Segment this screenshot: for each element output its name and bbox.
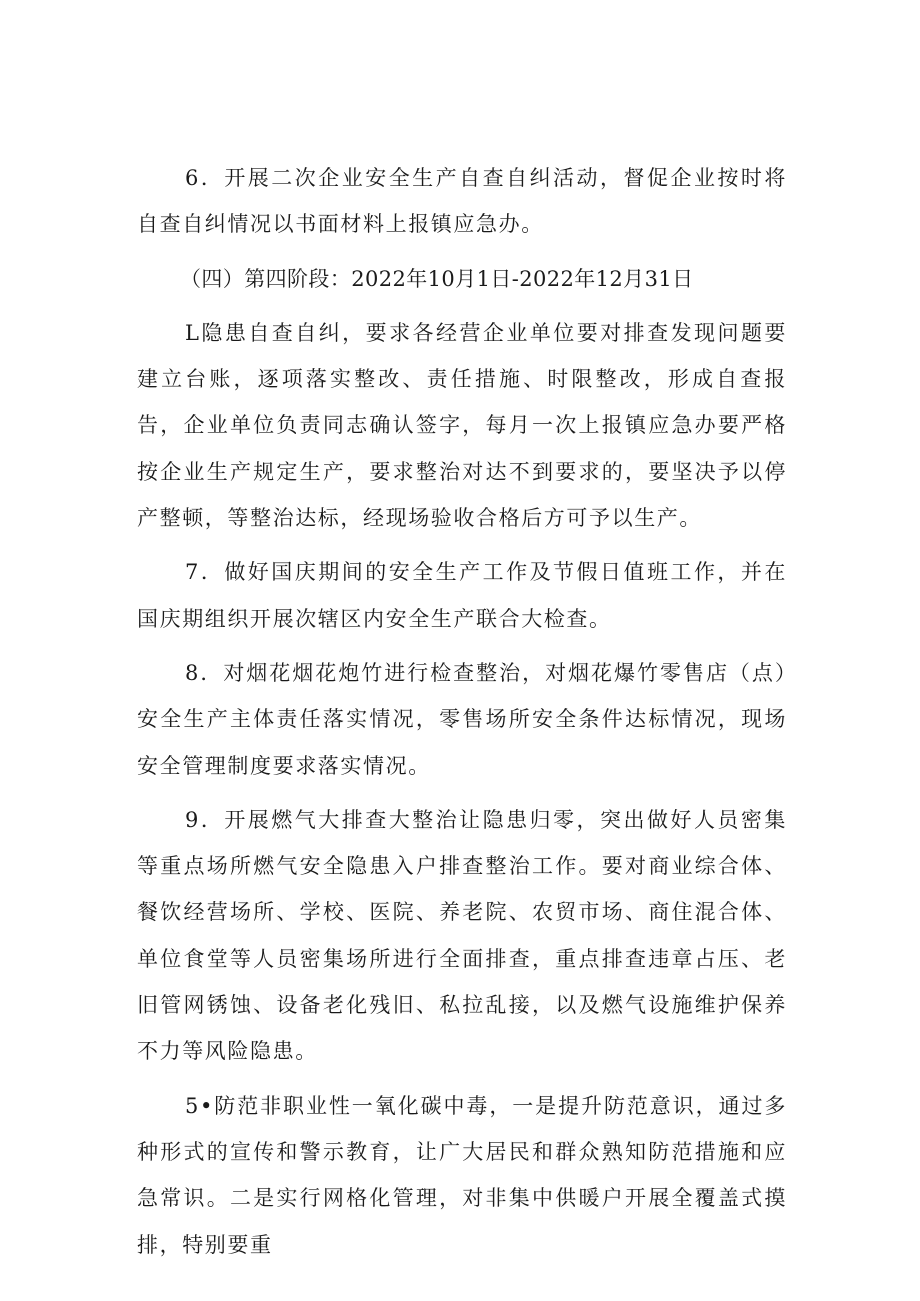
section-heading-stage-4: （四）第四阶段：2022年10月1日-2022年12月31日: [180, 266, 694, 291]
paragraph-item-6: 6．开展二次企业安全生产自查自纠活动，督促企业按时将自查自纠情况以书面材料上报镇应急办。: [137, 166, 787, 237]
paragraph-item-7: 7．做好国庆期间的安全生产工作及节假日值班工作，并在国庆期组织开展次辖区内安全生产联合大检查。: [137, 560, 787, 631]
paragraph-item-9: 9．开展燃气大排查大整治让隐患归零，突出做好人员密集等重点场所燃气安全隐患入户排查整治工作。要对商业综合体、餐饮经营场所、学校、医院、养老院、农贸市场、商住混合体、单位食堂等人员密集场所进行全面排查，重点排查违章占压、老旧管网锈蚀、设备老化残旧、私拉乱接，以及燃气设施维护保养不力等风险隐患。: [137, 807, 787, 1064]
paragraph-co-poisoning-prevention: 5•防范非职业性一氧化碳中毒，一是提升防范意识，通过多种形式的宣传和警示教育，让广大居民和群众熟知防范措施和应急常识。二是实行网格化管理，对非集中供暖户开展全覆盖式摸排，特别要重: [137, 1093, 787, 1257]
document-body: [137, 155, 787, 1268]
paragraph-item-8: 8．对烟花烟花炮竹进行检查整治，对烟花爆竹零售店（点）安全生产主体责任落实情况，零售场所安全条件达标情况，现场安全管理制度要求落实情况。: [137, 660, 787, 778]
paragraph-hazard-self-inspection: L隐患自查自纠，要求各经营企业单位要对排查发现问题要建立台账，逐项落实整改、责任措施、时限整改，形成自查报告，企业单位负责同志确认签字，每月一次上报镇应急办要严格按企业生产规定生产，要求整治对达不到要求的，要坚决予以停产整顿，等整治达标，经现场验收合格后方可予以生产。: [137, 320, 787, 531]
